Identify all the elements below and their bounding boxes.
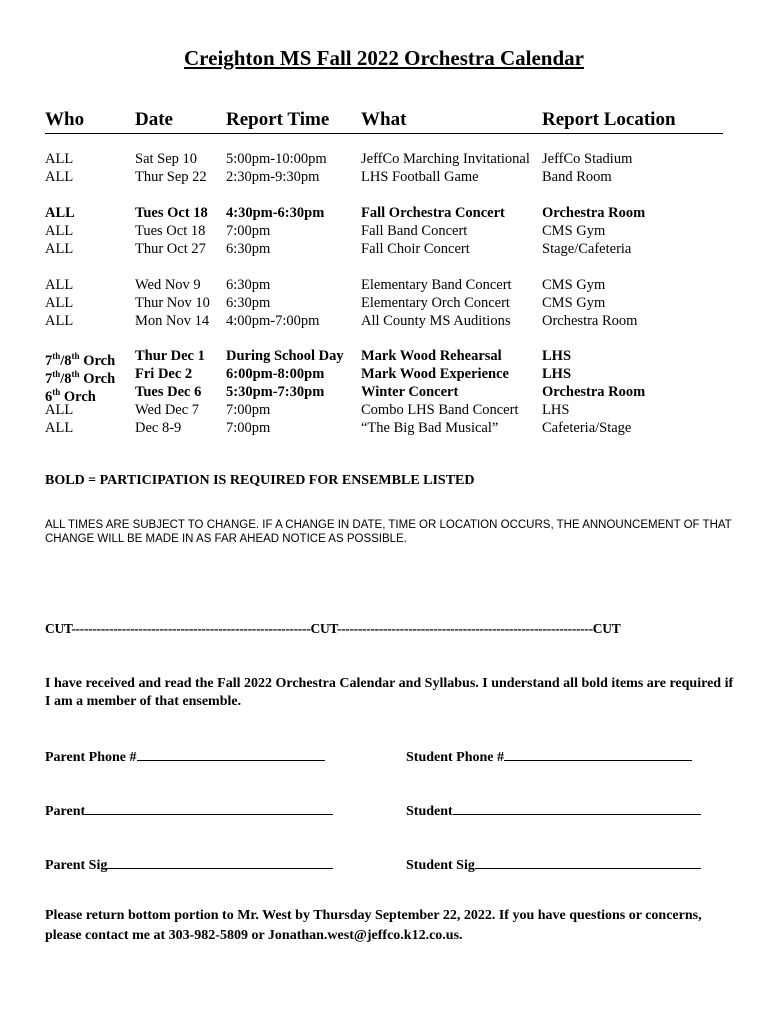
student-phone-field[interactable] — [406, 746, 692, 766]
header-what: What — [361, 109, 407, 130]
cell-what: “The Big Bad Musical” — [361, 420, 499, 436]
cell-who: ALL — [45, 205, 75, 221]
cell-who: 7th/8th Orch — [45, 351, 116, 369]
cell-date: Mon Nov 14 — [135, 313, 210, 329]
header-date: Date — [135, 109, 173, 130]
cell-location: LHS — [542, 348, 572, 364]
change-notice: ALL TIMES ARE SUBJECT TO CHANGE. IF A CHANGE IN DATE, TIME OR LOCATION OCCURS, THE ANNOUNCEMENT OF THAT CHANGE WILL BE MADE IN AS FAR AHEAD NOTICE AS POSSIBLE. — [45, 519, 732, 545]
parent-phone-line[interactable] — [137, 746, 325, 761]
page-title: Creighton MS Fall 2022 Orchestra Calendar — [184, 46, 584, 70]
header-report-location: Report Location — [542, 109, 676, 130]
cell-date: Thur Nov 10 — [135, 295, 210, 311]
table-row — [45, 240, 745, 258]
header-report-time: Report Time — [226, 109, 330, 130]
cell-location: Band Room — [542, 169, 612, 185]
student-label: Student — [406, 804, 453, 819]
cell-who: ALL — [45, 295, 74, 311]
cell-location: CMS Gym — [542, 223, 606, 239]
cell-what: JeffCo Marching Invitational — [361, 151, 530, 167]
cell-who: 7th/8th Orch — [45, 369, 116, 387]
cell-time: 4:00pm-7:00pm — [226, 313, 320, 329]
cell-location: Cafeteria/Stage — [542, 420, 632, 436]
cell-time: 7:00pm — [226, 223, 271, 239]
cell-what: LHS Football Game — [361, 169, 479, 185]
table-row — [45, 168, 745, 186]
cell-time: 6:30pm — [226, 241, 271, 257]
cell-date: Wed Dec 7 — [135, 402, 200, 418]
student-phone-line[interactable] — [504, 746, 692, 761]
table-row — [45, 222, 745, 240]
cell-who: ALL — [45, 402, 74, 418]
cell-location: LHS — [542, 402, 570, 418]
cell-location: LHS — [542, 366, 572, 382]
parent-sig-label: Parent Sig — [45, 858, 108, 873]
cell-date: Thur Oct 27 — [135, 241, 206, 257]
header-who: Who — [45, 109, 85, 130]
cell-date: Tues Oct 18 — [135, 223, 206, 239]
table-row — [45, 419, 745, 437]
cell-location: Orchestra Room — [542, 205, 646, 221]
cell-location: CMS Gym — [542, 295, 606, 311]
cell-time: 6:00pm-8:00pm — [226, 366, 325, 382]
cell-who: 6th Orch — [45, 387, 96, 405]
parent-phone-field[interactable] — [45, 746, 325, 766]
cell-what: Elementary Orch Concert — [361, 295, 510, 311]
cell-who: ALL — [45, 223, 74, 239]
student-sig-line[interactable] — [475, 854, 701, 869]
table-row — [45, 312, 745, 330]
acknowledgement: I have received and read the Fall 2022 Orchestra Calendar and Syllabus. I understand all bold items are required if I am a member of that ensemble. — [45, 676, 734, 709]
parent-signature-field[interactable] — [45, 854, 333, 874]
cell-location: Stage/Cafeteria — [542, 241, 632, 257]
cell-what: All County MS Auditions — [361, 313, 511, 329]
parent-line[interactable] — [85, 800, 333, 815]
cell-date: Thur Sep 22 — [135, 169, 207, 185]
student-sig-label: Student Sig — [406, 858, 475, 873]
table-row — [45, 150, 745, 168]
cell-date: Thur Dec 1 — [135, 348, 205, 364]
cell-date: Fri Dec 2 — [135, 366, 193, 382]
table-row — [45, 294, 745, 312]
cell-date: Wed Nov 9 — [135, 277, 201, 293]
table-row — [45, 347, 745, 369]
cell-date: Sat Sep 10 — [135, 151, 198, 167]
parent-phone-label: Parent Phone # — [45, 750, 137, 765]
cell-time: 6:30pm — [226, 277, 271, 293]
cell-time: 6:30pm — [226, 295, 271, 311]
cell-who: ALL — [45, 151, 74, 167]
cell-location: Orchestra Room — [542, 313, 638, 329]
cell-location: CMS Gym — [542, 277, 606, 293]
cell-location: Orchestra Room — [542, 384, 646, 400]
student-phone-label: Student Phone # — [406, 750, 505, 765]
table-row — [45, 365, 745, 387]
table-header — [45, 109, 723, 134]
table-row — [45, 383, 745, 405]
cell-what: Mark Wood Rehearsal — [361, 348, 502, 364]
cell-time: 5:00pm-10:00pm — [226, 151, 327, 167]
cell-what: Winter Concert — [361, 384, 459, 400]
cell-location: JeffCo Stadium — [542, 151, 633, 167]
cell-date: Dec 8-9 — [135, 420, 182, 436]
table-row — [45, 204, 745, 222]
cell-what: Fall Orchestra Concert — [361, 205, 505, 221]
bold-legend: BOLD = PARTICIPATION IS REQUIRED FOR ENSEMBLE LISTED — [45, 473, 475, 488]
cell-time: 7:00pm — [226, 402, 271, 418]
cell-who: ALL — [45, 277, 74, 293]
cell-who: ALL — [45, 313, 74, 329]
cell-what: Fall Choir Concert — [361, 241, 470, 257]
cell-time: During School Day — [226, 348, 344, 364]
cell-time: 2:30pm-9:30pm — [226, 169, 320, 185]
cell-what: Elementary Band Concert — [361, 277, 512, 293]
cell-who: ALL — [45, 241, 74, 257]
cell-time: 4:30pm-6:30pm — [226, 205, 325, 221]
cell-who: ALL — [45, 420, 74, 436]
table-row — [45, 276, 745, 294]
cell-time: 7:00pm — [226, 420, 271, 436]
return-instructions: Please return bottom portion to Mr. West by Thursday September 22, 2022. If you have questions or concerns, please contact me at 303-982-5809 or Jonathan.west@jeffco.k12.co.us. — [45, 908, 702, 943]
cell-time: 5:30pm-7:30pm — [226, 384, 325, 400]
cell-date: Tues Oct 18 — [135, 205, 208, 221]
parent-label: Parent — [45, 804, 86, 819]
student-line[interactable] — [453, 800, 701, 815]
parent-sig-line[interactable] — [107, 854, 333, 869]
cell-what: Fall Band Concert — [361, 223, 468, 239]
cell-what: Mark Wood Experience — [361, 366, 509, 382]
student-name-field[interactable] — [406, 800, 701, 820]
cell-what: Combo LHS Band Concert — [361, 402, 519, 418]
cell-date: Tues Dec 6 — [135, 384, 202, 400]
cut-line: CUT---------------------------------------------------------CUT-------------------------------------------------------------CUT — [45, 621, 621, 636]
parent-name-field[interactable] — [45, 800, 333, 820]
cell-who: ALL — [45, 169, 74, 185]
table-row — [45, 401, 745, 419]
student-signature-field[interactable] — [406, 854, 701, 874]
